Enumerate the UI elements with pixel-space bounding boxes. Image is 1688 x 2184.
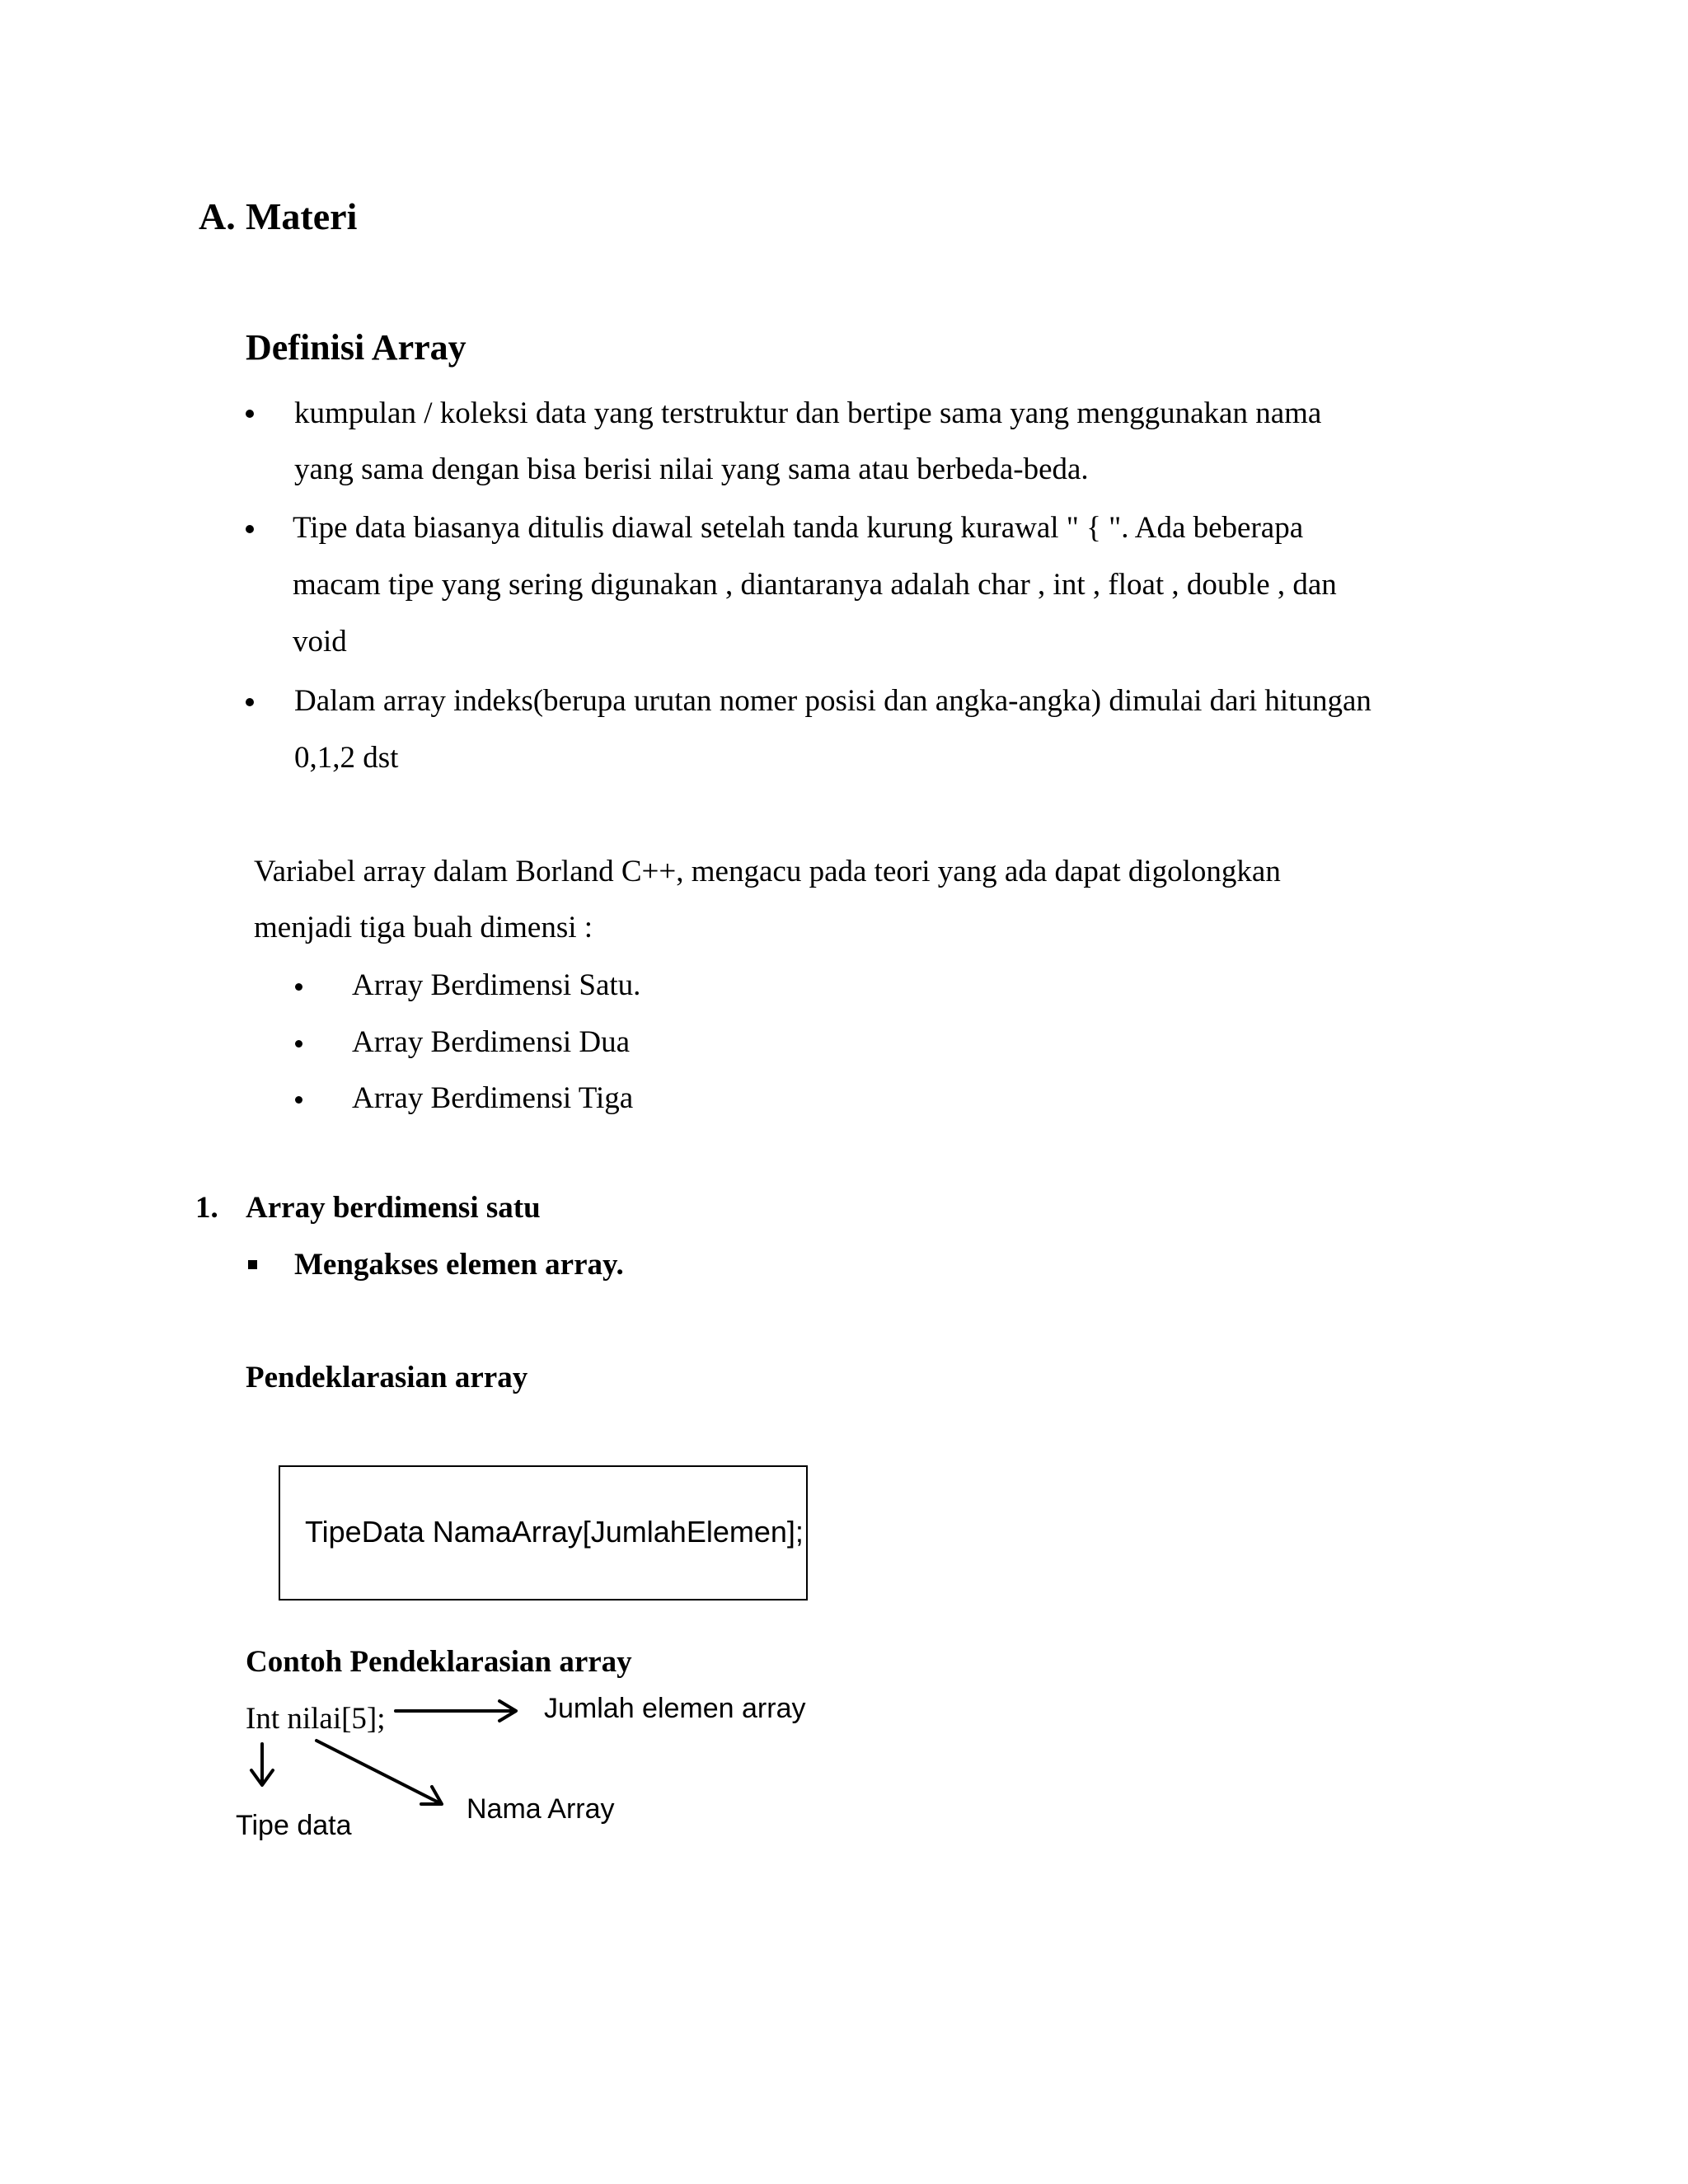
- example-code: Int nilai[5];: [246, 1702, 386, 1736]
- example-heading: Contoh Pendeklarasian array: [246, 1645, 632, 1679]
- subsection-number: 1.: [195, 1191, 218, 1225]
- subsection-title: Array berdimensi satu: [246, 1191, 541, 1225]
- dimension-item-3: Array Berdimensi Tiga: [352, 1081, 634, 1115]
- arrow-right-icon: [396, 1701, 516, 1721]
- definition-bullet-2-line-2: macam tipe yang sering digunakan , diantaranya adalah char , int , float , double , dan: [293, 568, 1337, 602]
- declaration-heading: Pendeklarasian array: [246, 1361, 528, 1394]
- section-marker: A.: [199, 195, 236, 237]
- declaration-code: TipeData NamaArray[JumlahElemen];: [305, 1515, 804, 1549]
- definition-heading: Definisi Array: [246, 327, 467, 368]
- section-title: Materi: [246, 195, 358, 237]
- definition-bullet-3-line-2: 0,1,2 dst: [294, 741, 399, 775]
- intro-line-1: Variabel array dalam Borland C++, mengacu pada teori yang ada dapat digolongkan: [254, 855, 1281, 888]
- definition-bullet-1-line-2: yang sama dengan bisa berisi nilai yang sama atau berbeda-beda.: [294, 452, 1089, 486]
- label-jumlah-elemen: Jumlah elemen array: [544, 1693, 806, 1724]
- dimension-item-2: Array Berdimensi Dua: [352, 1025, 631, 1059]
- arrow-diagonal-icon: [316, 1741, 442, 1804]
- definition-bullet-2-line-3: void: [293, 625, 347, 658]
- label-nama-array: Nama Array: [467, 1793, 615, 1825]
- definition-bullet-3-line-1: Dalam array indeks(berupa urutan nomer posisi dan angka-angka) dimulai dari hitungan: [294, 684, 1372, 718]
- dimension-item-1: Array Berdimensi Satu.: [352, 968, 641, 1002]
- definition-bullet-2-line-1: Tipe data biasanya ditulis diawal setelah tanda kurung kurawal " { ". Ada beberapa: [293, 511, 1304, 545]
- definition-bullet-1-line-1: kumpulan / koleksi data yang terstruktur dan bertipe sama yang menggunakan nama: [294, 396, 1322, 430]
- arrow-down-icon: [251, 1744, 273, 1785]
- label-tipe-data: Tipe data: [236, 1810, 352, 1841]
- subsection-sub-item: Mengakses elemen array.: [294, 1248, 624, 1282]
- intro-line-2: menjadi tiga buah dimensi :: [254, 911, 593, 944]
